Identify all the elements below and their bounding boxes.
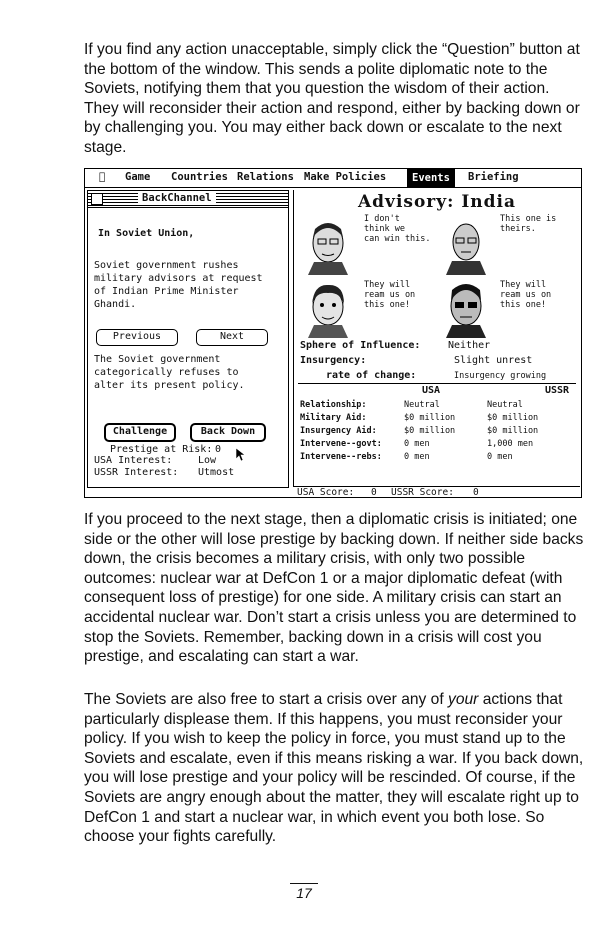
menu-game[interactable]: Game — [125, 171, 151, 183]
score-bar — [293, 486, 580, 497]
rate-value: Insurgency growing — [454, 371, 547, 381]
next-button[interactable]: Next — [196, 329, 268, 346]
advisor-quote: think we — [364, 224, 405, 234]
stat-label: Military Aid: — [300, 413, 367, 423]
advisor-quote: I don't — [364, 214, 400, 224]
prestige-label: Prestige at Risk: — [110, 444, 213, 455]
stat-usa: $0 million — [404, 426, 456, 436]
stat-label: Intervene--govt: — [300, 439, 382, 449]
advisor-quote: can win this. — [364, 234, 431, 244]
advisor-quote: ream us on — [500, 290, 552, 300]
backchannel-title: BackChannel — [138, 192, 216, 204]
stat-usa: 0 men — [404, 452, 430, 462]
advisor-portrait-icon — [442, 217, 490, 275]
addressee: In Soviet Union, — [98, 228, 195, 239]
advisor-quote: They will — [364, 280, 411, 290]
close-box-icon[interactable] — [91, 193, 103, 205]
usa-score-label: USA Score: — [297, 487, 355, 498]
stat-label: Insurgency Aid: — [300, 426, 377, 436]
prestige-value: 0 — [215, 444, 222, 455]
stat-ussr: $0 million — [487, 426, 539, 436]
advisor-quote: this one! — [364, 300, 411, 310]
insurgency-label: Insurgency: — [300, 355, 367, 366]
usa-interest-label: USA Interest: — [94, 455, 173, 466]
stat-usa: $0 million — [404, 413, 456, 423]
advisor-quote: They will — [500, 280, 547, 290]
stat-ussr: $0 million — [487, 413, 539, 423]
usa-score-value: 0 — [371, 487, 377, 498]
usa-header: USA — [422, 385, 441, 396]
sphere-value: Neither — [448, 340, 491, 351]
advisor-quote: theirs. — [500, 224, 536, 234]
insurgency-value: Slight unrest — [454, 355, 533, 366]
mouse-pointer-icon — [235, 447, 247, 463]
stat-ussr: 0 men — [487, 452, 513, 462]
advisor-portrait-icon — [442, 280, 490, 338]
menu-briefing[interactable]: Briefing — [468, 171, 519, 183]
ussr-score-label: USSR Score: — [391, 487, 454, 498]
back-down-button[interactable]: Back Down — [190, 423, 266, 442]
backchannel-titlebar[interactable] — [88, 191, 288, 208]
message-line: military advisors at request — [94, 273, 263, 284]
advisory-panel — [293, 190, 580, 486]
divider — [298, 383, 576, 384]
sphere-label: Sphere of Influence: — [300, 340, 421, 351]
advisor-quote: This one is — [500, 214, 557, 224]
response-line: alter its present policy. — [94, 380, 245, 391]
backchannel-window — [87, 190, 289, 488]
game-screenshot — [84, 168, 582, 498]
usa-interest-value: Low — [198, 455, 217, 466]
message-line: Soviet government rushes — [94, 260, 239, 271]
emphasis-your: your — [448, 691, 479, 708]
advisor-portrait-icon — [304, 217, 352, 275]
message-line: of Indian Prime Minister — [94, 286, 239, 297]
ussr-header: USSR — [545, 385, 570, 396]
previous-button[interactable]: Previous — [96, 329, 178, 346]
paragraph-text: The Soviets are also free to start a crisis over any of — [84, 691, 449, 708]
menu-bar — [85, 169, 581, 188]
advisor-quote: this one! — [500, 300, 547, 310]
menu-make-policies[interactable]: Make Policies — [304, 171, 387, 183]
stat-ussr: 1,000 men — [487, 439, 534, 449]
ussr-interest-value: Utmost — [198, 467, 235, 478]
stat-usa: 0 men — [404, 439, 430, 449]
menu-countries[interactable]: Countries — [171, 171, 228, 183]
response-line: categorically refuses to — [94, 367, 239, 378]
ussr-interest-label: USSR Interest: — [94, 467, 179, 478]
page-number — [0, 885, 608, 901]
paragraph-crisis: If you proceed to the next stage, then a diplomatic crisis is initiated; one side or the other will lose prestige by backing down. If neither side backs down, the crisis becomes a military crisis, with only two possible outcomes: nuclear war at DefCon 1 or a major diplomatic defeat (with consequent loss of prestige) for one side. A military crisis can start an accidental nuclear war. Don’t start a crisis unless you are determined to stop the Soviets. Remember, backing down in a crisis will cost you prestige, and escalating can start a war. — [84, 511, 584, 666]
menu-events[interactable]: Events — [407, 169, 455, 187]
advisor-quote: ream us on — [364, 290, 416, 300]
response-line: The Soviet government — [94, 354, 221, 365]
stat-usa: Neutral — [404, 400, 440, 410]
stat-ussr: Neutral — [487, 400, 523, 410]
rate-label: rate of change: — [326, 370, 417, 381]
stat-label: Intervene--rebs: — [300, 452, 382, 462]
advisor-portrait-icon — [304, 280, 352, 338]
stat-label: Relationship: — [300, 400, 367, 410]
menu-relations[interactable]: Relations — [237, 171, 294, 183]
page-number-text: 17 — [290, 883, 318, 901]
paragraph-question-action: If you find any action unacceptable, simply click the “Question” button at the bottom of the window. This sends a polite diplomatic note to the Soviets, notifying them that you question the wisdom of their action. They will reconsider their action and respond, either by backing down or by challenging you. You may either back down or escalate to the next stage. — [84, 41, 580, 156]
paragraph-text: actions that particularly displease them. If this happens, you must reconsider your policy. If you wish to keep the policy in force, you must stand up to the Soviets and escalate, even if this means risking a war. If you back down, you will lose prestige and your policy will be rescinded. Of course, if the Soviets are angry enough about the matter, they will escalate right up to DefCon 1 and start a nuclear war, in which event you both lose. So choose your fights carefully. — [84, 691, 584, 846]
message-line: Ghandi. — [94, 299, 137, 310]
challenge-button[interactable]: Challenge — [104, 423, 176, 442]
ussr-score-value: 0 — [473, 487, 479, 498]
paragraph-soviet-crisis — [84, 690, 584, 847]
advisory-title: Advisory: India — [357, 192, 517, 212]
apple-menu-icon[interactable] — [99, 171, 105, 183]
